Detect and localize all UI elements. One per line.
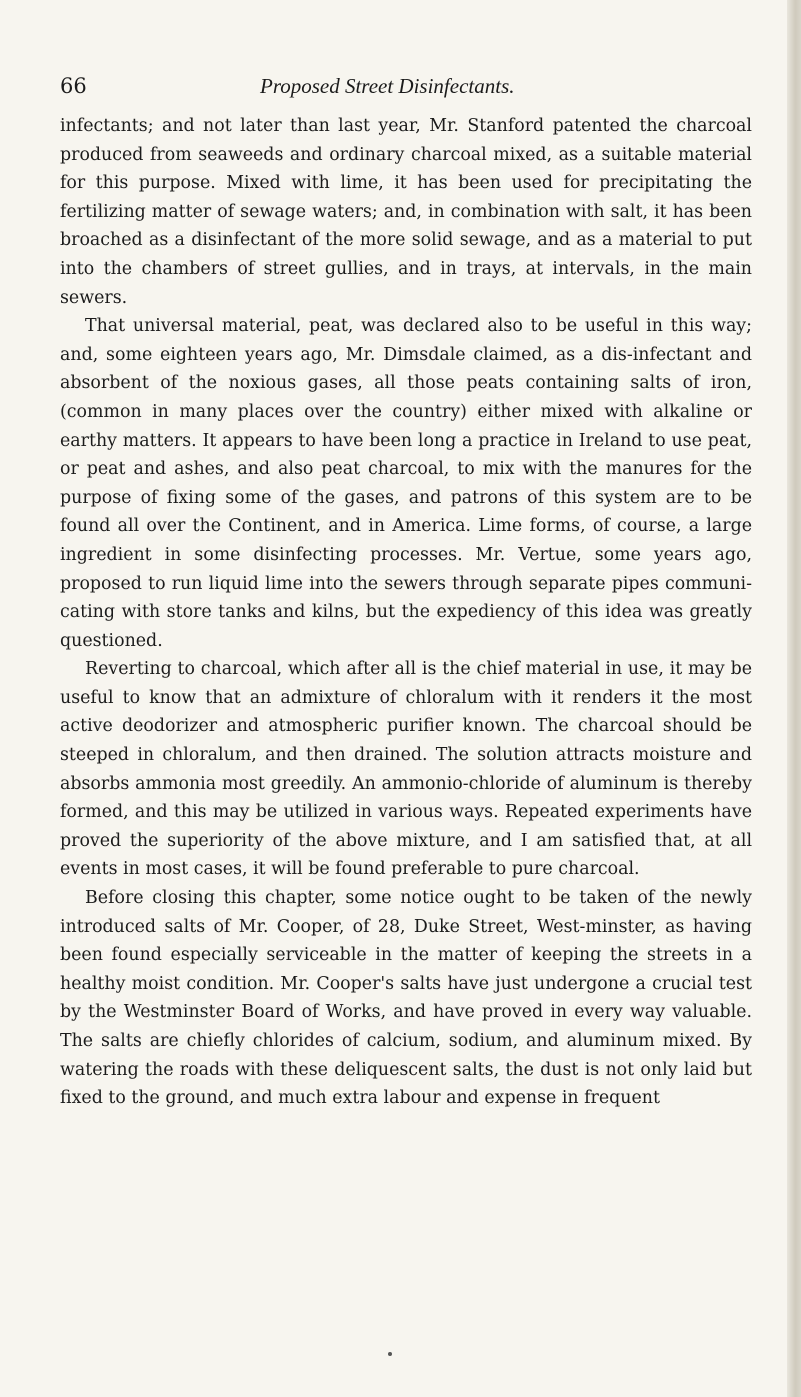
body-text <box>60 112 752 1113</box>
running-title: Proposed Street Disinfectants. <box>260 74 515 98</box>
page-edge <box>787 0 801 1397</box>
paragraph-4: Before closing this chapter, some notice ought to be taken of the newly introduced salts of Mr. Cooper, of 28, Duke Street, West-minster, as having been found especially serviceable in the matter of keeping the streets in a healthy moist condition. Mr. Cooper's salts have just undergone a crucial test by the Westminster Board of Works, and have proved in every way valuable. The salts are chiefly chlorides of calcium, sodium, and aluminum mixed. By watering the roads with these deliquescent salts, the dust is not only laid but fixed to the ground, and much extra labour and expense in frequent <box>60 888 752 1109</box>
paragraph-1: infectants; and not later than last year, Mr. Stanford patented the charcoal produced from seaweeds and ordinary charcoal mixed, as a suitable material for this purpose. Mixed with lime, it has been used for precipitating the fertilizing matter of sewage waters; and, in combination with salt, it has been broached as a disinfectant of the more solid sewage, and as a material to put into the chambers of street gullies, and in trays, at intervals, in the main sewers. <box>60 116 752 308</box>
page-number: 66 <box>60 74 87 98</box>
paragraph-2: That universal material, peat, was declared also to be useful in this way; and, some eighteen years ago, Mr. Dimsdale claimed, as a dis-infectant and absorbent of the noxious gases, all those peats containing salts of iron, (common in many places over the country) either mixed with alkaline or earthy matters. It appears to have been long a practice in Ireland to use peat, or peat and ashes, and also peat charcoal, to mix with the manures for the purpose of fixing some of the gases, and patrons of this system are to be found all over the Continent, and in America. Lime forms, of course, a large ingredient in some disinfecting processes. Mr. Vertue, some years ago, proposed to run liquid lime into the sewers through separate pipes communi-cating with store tanks and kilns, but the expediency of this idea was greatly questioned. <box>60 316 752 651</box>
paragraph-3: Reverting to charcoal, which after all is the chief material in use, it may be useful to know that an admixture of chloralum with it renders it the most active deodorizer and atmospheric purifier known. The charcoal should be steeped in chloralum, and then drained. The solution attracts moisture and absorbs ammonia most greedily. An ammonio-chloride of aluminum is thereby formed, and this may be utilized in various ways. Repeated experiments have proved the superiority of the above mixture, and I am satisfied that, at all events in most cases, it will be found preferable to pure charcoal. <box>60 659 752 880</box>
ink-speck <box>388 1352 392 1356</box>
running-head <box>60 74 750 108</box>
